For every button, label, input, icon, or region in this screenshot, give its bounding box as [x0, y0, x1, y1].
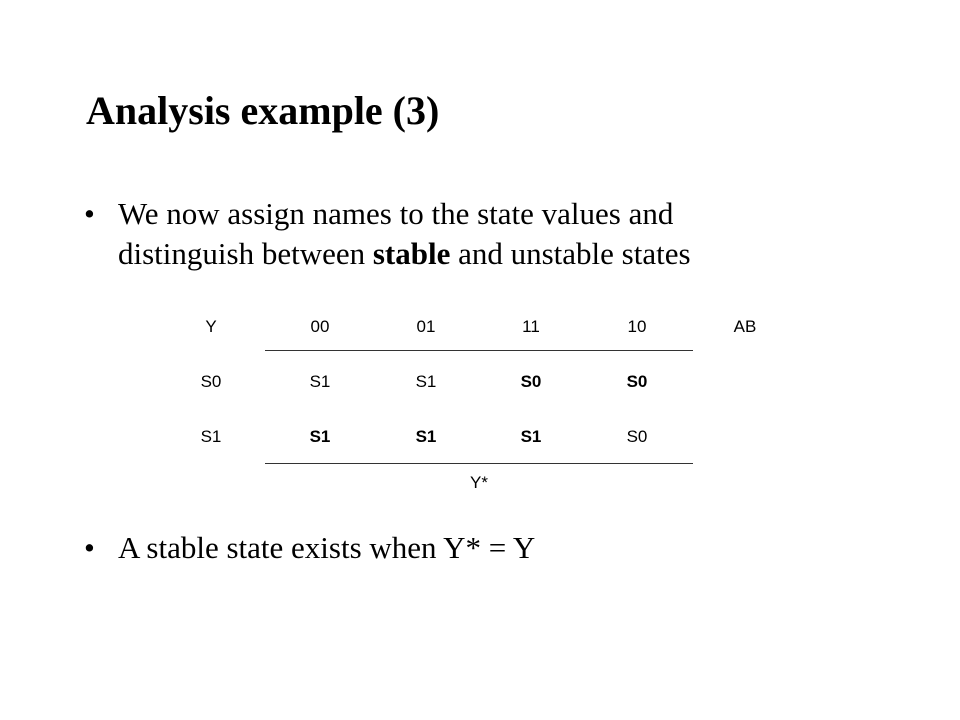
row-state-label: S1	[200, 427, 222, 446]
bullet-line: We now assign names to the state values and	[118, 196, 674, 231]
bullet-dot: •	[84, 530, 95, 565]
bullet-line	[118, 234, 691, 274]
table-cell-stable: S1	[520, 427, 542, 446]
bold-term: stable	[372, 236, 451, 271]
column-header: 10	[627, 317, 647, 336]
row-state-label: S0	[200, 372, 222, 391]
table-cell-stable: S1	[309, 427, 331, 446]
column-header: 11	[522, 317, 540, 336]
table-rule-top	[265, 350, 693, 351]
bullet-text-segment: distinguish between	[118, 236, 373, 271]
table-cell-stable: S1	[415, 427, 437, 446]
column-header: 00	[310, 317, 330, 336]
table-cell-stable: S0	[520, 372, 542, 391]
table-cell-stable: S0	[626, 372, 648, 391]
bullet-item	[84, 194, 691, 274]
table-rule-bottom	[265, 463, 693, 464]
bullet-text: A stable state exists when Y* = Y	[118, 530, 536, 565]
bullet-text	[118, 194, 691, 274]
row-header-label: Y	[205, 317, 217, 336]
output-variable-label: Y*	[470, 473, 488, 492]
table-cell: S1	[415, 372, 437, 391]
input-variable-label: AB	[733, 317, 757, 336]
column-header: 01	[416, 317, 436, 336]
bullet-dot: •	[84, 196, 95, 231]
bullet-text-segment: and unstable states	[450, 236, 691, 271]
bullet-item	[84, 528, 535, 568]
table-cell: S0	[626, 427, 648, 446]
table-cell: S1	[309, 372, 331, 391]
slide-title: Analysis example (3)	[86, 88, 440, 133]
